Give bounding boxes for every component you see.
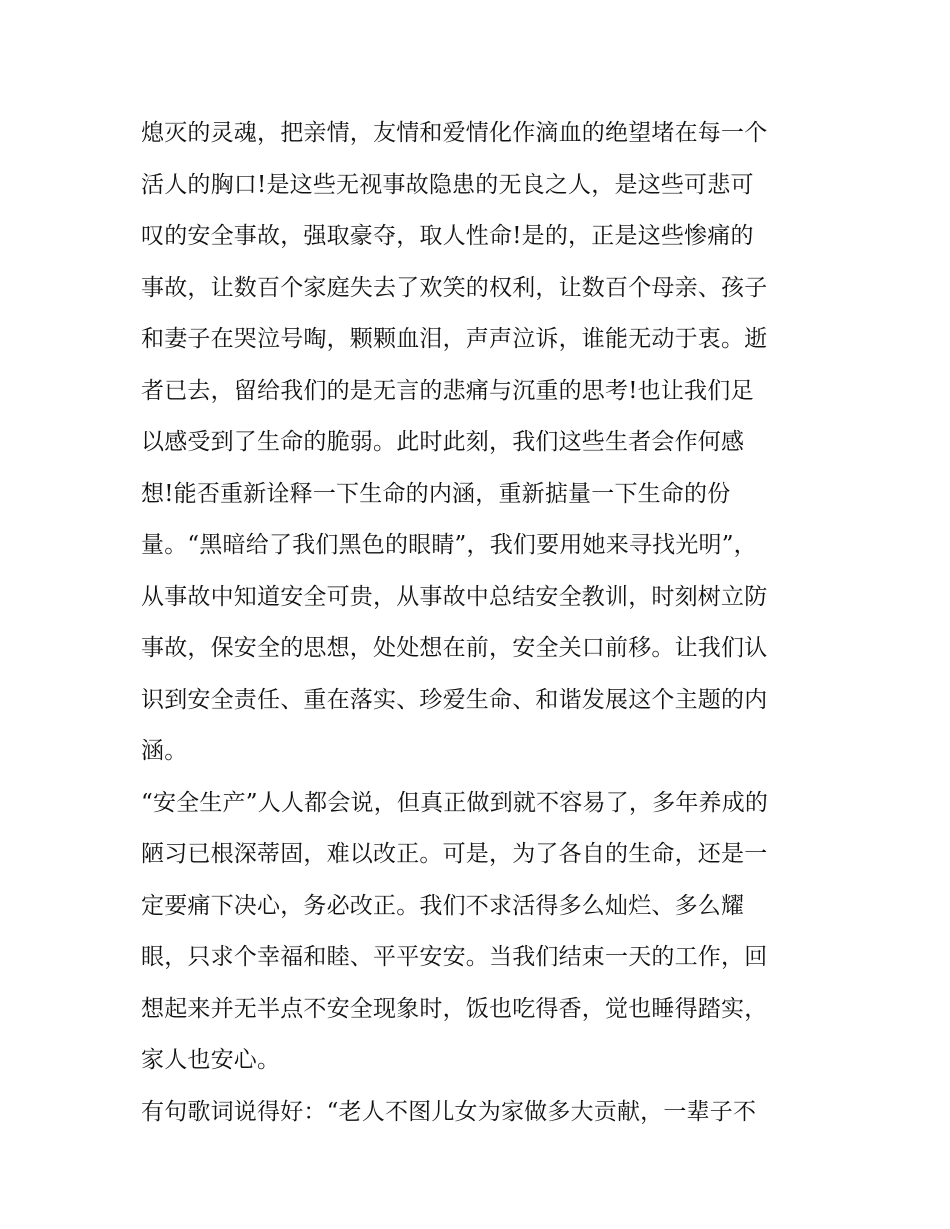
text-line: 识到安全责任、重在落实、珍爱生命、和谐发展这个主题的内 [141, 686, 768, 713]
text-line: 想起来并无半点不安全现象时，饭也吃得香，觉也睡得踏实， [141, 995, 768, 1022]
text-line: 想!能否重新诠释一下生命的内涵，重新掂量一下生命的份 [141, 480, 731, 507]
text-line: 以感受到了生命的脆弱。此时此刻，我们这些生者会作何感 [141, 429, 745, 455]
text-line: 家人也安心。 [141, 1047, 281, 1073]
text-line: 量。“黑暗给了我们黑色的眼睛”，我们要用她来寻找光明”， [141, 532, 757, 558]
text-line: 活人的胸口!是这些无视事故隐患的无良之人，是这些可悲可 [141, 171, 754, 198]
text-line: 定要痛下决心，务必改正。我们不求活得多么灿烂、多么耀 [141, 892, 745, 919]
text-line: 眼，只求个幸福和睦、平平安安。当我们结束一天的工作，回 [141, 944, 768, 970]
text-line: 和妻子在哭泣号啕，颗颗血泪，声声泣诉，谁能无动于衷。逝 [141, 326, 768, 352]
text-line: 叹的安全事故，强取豪夺，取人性命!是的，正是这些惨痛的 [141, 223, 754, 249]
text-line: “安全生产”人人都会说，但真正做到就不容易了，多年养成的 [141, 789, 769, 816]
text-line: 有句歌词说得好：“老人不图儿女为家做多大贡献，一辈子不 [141, 1098, 757, 1125]
text-line: 事故，让数百个家庭失去了欢笑的权利，让数百个母亲、孩子 [141, 274, 768, 301]
text-line: 熄灭的灵魂，把亲情，友情和爱情化作滴血的绝望堵在每一个 [141, 120, 768, 146]
text-line: 者已去，留给我们的是无言的悲痛与沉重的思考!也让我们足 [141, 377, 754, 404]
text-line: 事故，保安全的思想，处处想在前，安全关口前移。让我们认 [141, 635, 768, 661]
body-text [141, 108, 821, 1138]
text-line: 涵。 [141, 738, 188, 764]
text-line: 陋习已根深蒂固，难以改正。可是，为了各自的生命，还是一 [141, 841, 768, 867]
text-line: 从事故中知道安全可贵，从事故中总结安全教训，时刻树立防 [141, 583, 768, 610]
